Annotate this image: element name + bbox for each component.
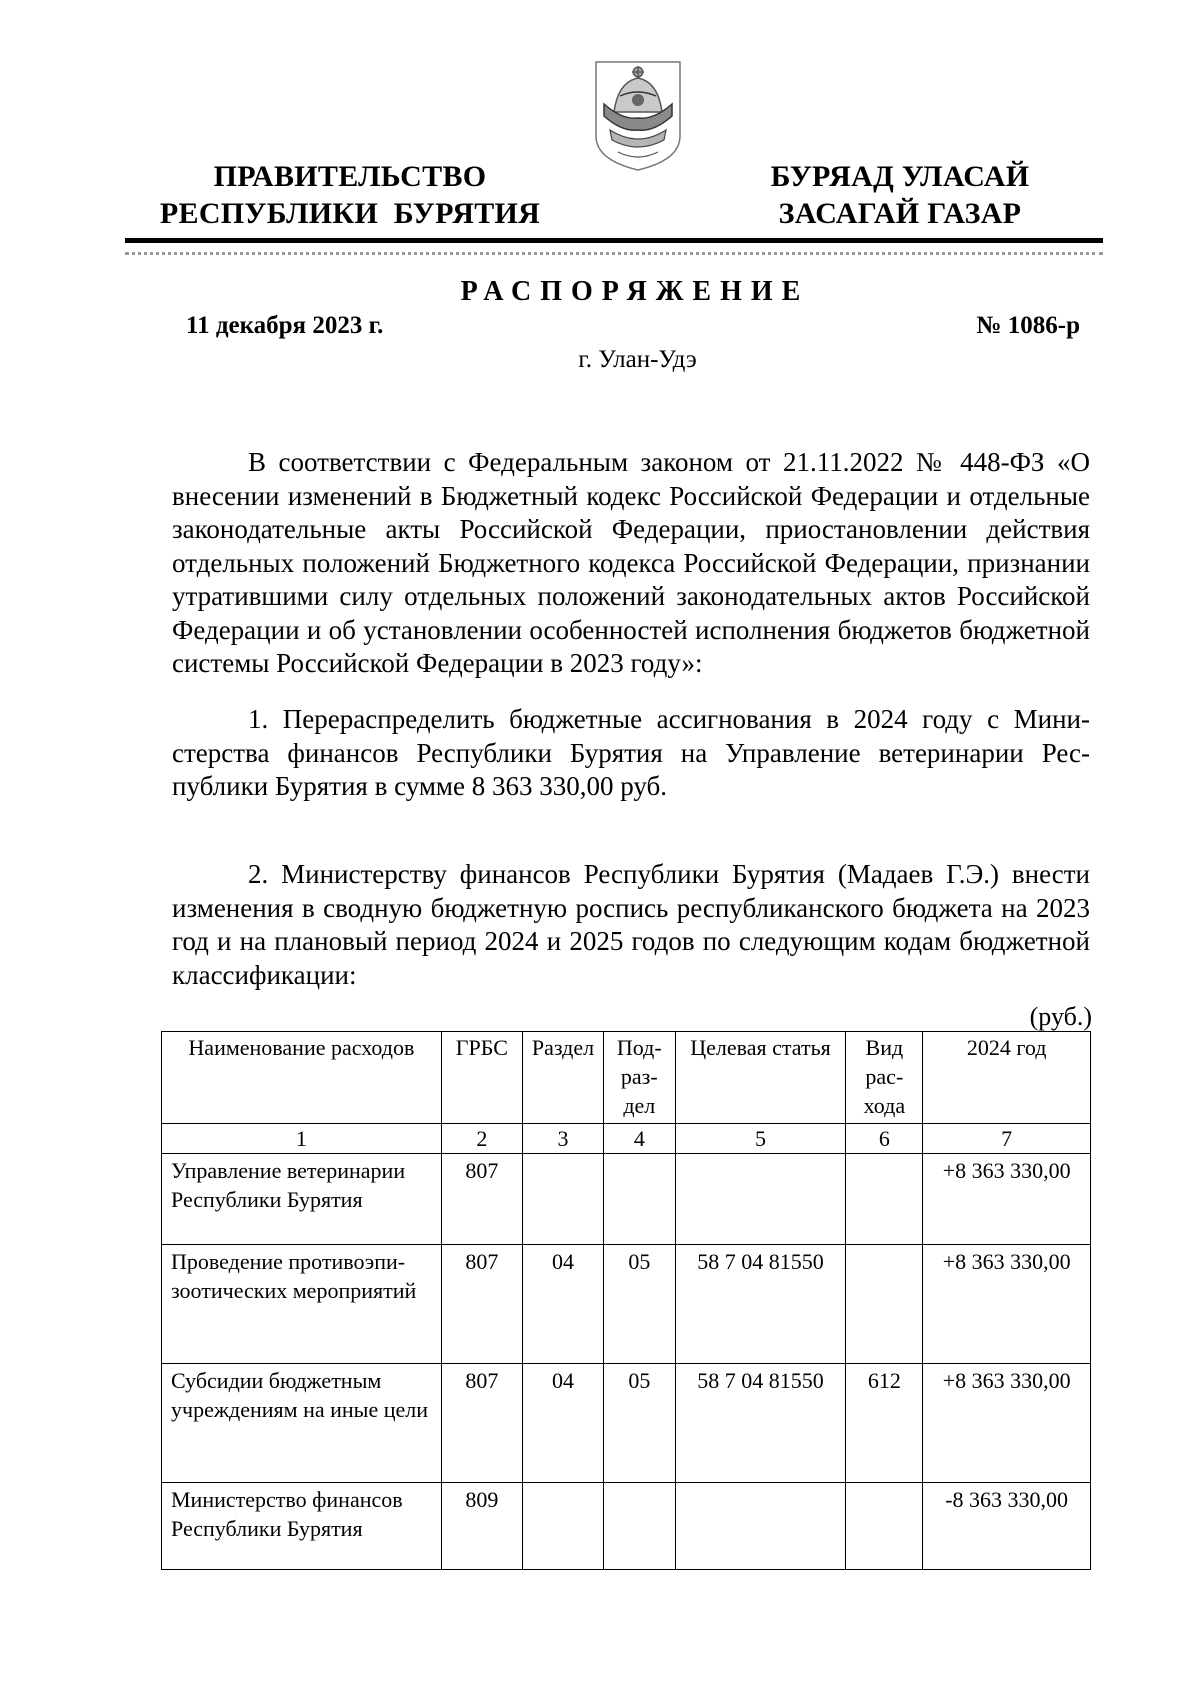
cell-name: Управление ветеринарии Республики Бурятия	[162, 1154, 442, 1245]
table-row	[162, 1364, 1091, 1483]
header-name: Наименование расходов	[162, 1032, 442, 1124]
cell-name: Субсидии бюджетным учреждениям на иные цели	[162, 1364, 442, 1483]
col-number: 1	[162, 1124, 442, 1154]
cell-target: 58 7 04 81550	[675, 1364, 846, 1483]
header-divider-thick	[125, 238, 1103, 243]
cell-target	[675, 1154, 846, 1245]
cell-vid	[846, 1245, 923, 1364]
cell-vid	[846, 1483, 923, 1570]
cell-vid	[846, 1154, 923, 1245]
cell-name: Министерство финансов Республики Бурятия	[162, 1483, 442, 1570]
table-row	[162, 1245, 1091, 1364]
org-name-russian	[150, 158, 550, 232]
col-number: 3	[522, 1124, 603, 1154]
col-number: 6	[846, 1124, 923, 1154]
org-bur-line2: ЗАСАГАЙ ГАЗАР	[778, 197, 1022, 230]
org-ru-line2: РЕСПУБЛИКИ БУРЯТИЯ	[159, 197, 541, 230]
cell-amount: +8 363 330,00	[923, 1245, 1091, 1364]
document-city: г. Улан-Удэ	[578, 346, 697, 373]
cell-razdel: 04	[522, 1245, 603, 1364]
table-header-row	[162, 1032, 1091, 1124]
cell-amount: -8 363 330,00	[923, 1483, 1091, 1570]
cell-grbs: 807	[441, 1364, 522, 1483]
header-podrazdel: Подраздел	[604, 1032, 676, 1124]
cell-target	[675, 1483, 846, 1570]
paragraph-item-2: 2. Министерству финансов Республики Бурятия (Мадаев Г.Э.) внести изменения в сводную бюджетную роспись республиканского бюджета на 2023 год и на плановый период 2024 и 2025 годов по следующим кодам бюджетной классификации:	[172, 859, 1090, 990]
budget-table	[161, 1031, 1091, 1570]
table-row	[162, 1483, 1091, 1570]
coat-of-arms-emblem	[592, 56, 684, 174]
cell-podrazdel	[604, 1154, 676, 1245]
cell-podrazdel: 05	[604, 1364, 676, 1483]
paragraph-item-1: 1. Перераспределить бюджетные ассигнования в 2024 году с Министерства финансов Республики Бурятия на Управление ветеринарии Республики Бурятия в сумме 8 363 330,00 руб.	[172, 704, 1090, 801]
cell-target: 58 7 04 81550	[675, 1245, 846, 1364]
header-razdel: Раздел	[522, 1032, 603, 1124]
cell-grbs: 809	[441, 1483, 522, 1570]
cell-razdel: 04	[522, 1364, 603, 1483]
cell-podrazdel	[604, 1483, 676, 1570]
cell-amount: +8 363 330,00	[923, 1364, 1091, 1483]
org-bur-line1: БУРЯАД УЛАСАЙ	[770, 160, 1030, 193]
header-vid: Вид расхода	[846, 1032, 923, 1124]
org-name-buryat	[740, 158, 1060, 232]
col-number: 7	[923, 1124, 1091, 1154]
document-date: 11 декабря 2023 г.	[186, 312, 384, 339]
col-number: 4	[604, 1124, 676, 1154]
table-unit-label: (руб.)	[1029, 1002, 1092, 1031]
document-number: № 1086-р	[976, 312, 1080, 339]
paragraph-intro: В соответствии с Федеральным законом от 21.11.2022 № 448-ФЗ «О внесении изменений в Бюджетный кодекс Российской Федерации и отдельные законодательные акты Российской Федерации, приостановлении действия отдельных положений Бюджетного кодекса Российской Федерации, признании утратившими силу отдельных положений законодательных актов Российской Федерации и об установлении особенностей исполнения бюджетов бюджетной системы Российской Федерации в 2023 году»:	[172, 447, 1090, 678]
header-divider-thin	[125, 252, 1103, 255]
col-number: 5	[675, 1124, 846, 1154]
cell-grbs: 807	[441, 1245, 522, 1364]
cell-razdel	[522, 1154, 603, 1245]
header-grbs: ГРБС	[441, 1032, 522, 1124]
org-ru-line1: ПРАВИТЕЛЬСТВО	[213, 160, 487, 193]
header-year: 2024 год	[923, 1032, 1091, 1124]
table-column-numbers-row	[162, 1124, 1091, 1154]
cell-podrazdel: 05	[604, 1245, 676, 1364]
cell-grbs: 807	[441, 1154, 522, 1245]
header-target: Целевая статья	[675, 1032, 846, 1124]
table-row	[162, 1154, 1091, 1245]
cell-name: Проведение противоэпизоотических мероприятий	[162, 1245, 442, 1364]
cell-amount: +8 363 330,00	[923, 1154, 1091, 1245]
col-number: 2	[441, 1124, 522, 1154]
document-type: РАСПОРЯЖЕНИЕ	[460, 276, 810, 307]
cell-vid: 612	[846, 1364, 923, 1483]
cell-razdel	[522, 1483, 603, 1570]
